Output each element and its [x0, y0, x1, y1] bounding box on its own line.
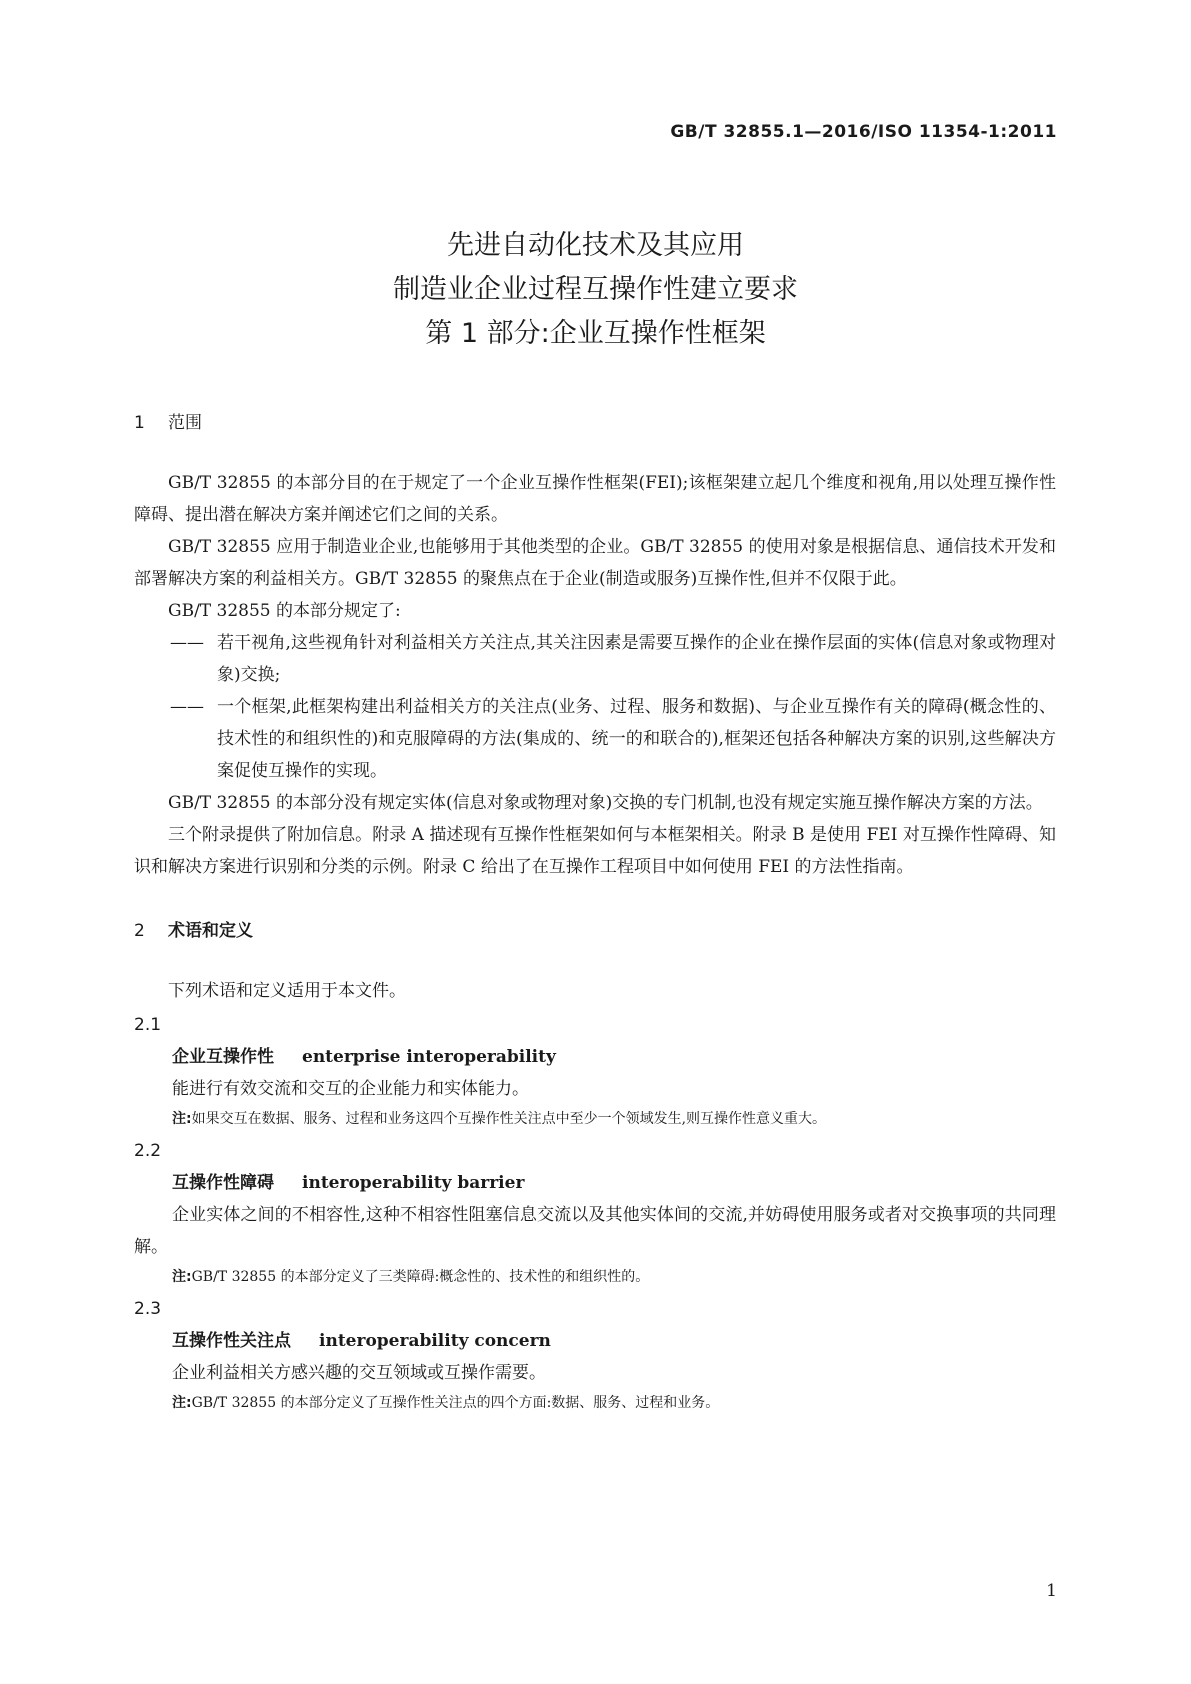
scope-paragraph-4: GB/T 32855 的本部分没有规定实体(信息对象或物理对象)交换的专门机制,也没有规定实施互操作解决方案的方法。: [168, 793, 1043, 813]
scope-paragraph-1: GB/T 32855 的本部分目的在于规定了一个企业互操作性框架(FEI);该框架建立起几个维度和视角,用以处理互操作性障碍、提出潜在解决方案并阐述它们之间的关系。: [134, 473, 1056, 525]
term-entry: [134, 1293, 1056, 1417]
note-text: GB/T 32855 的本部分定义了三类障碍:概念性的、技术性的和组织性的。: [191, 1269, 650, 1285]
term-definition: 能进行有效交流和交互的企业能力和实体能力。: [172, 1079, 529, 1099]
document-body: [134, 408, 1056, 1417]
term-english: interoperability barrier: [302, 1173, 525, 1193]
note-label: 注:: [172, 1269, 192, 1285]
section-1-heading: [134, 408, 1056, 433]
term-chinese: 互操作性障碍: [172, 1173, 274, 1193]
term-heading: [134, 1041, 1056, 1073]
list-item: [134, 691, 1056, 787]
term-note: [134, 1263, 1056, 1291]
note-label: 注:: [172, 1111, 192, 1127]
page-number: 1: [1046, 1581, 1057, 1601]
term-number: 2.2: [134, 1141, 162, 1161]
list-dash: ——: [170, 697, 204, 717]
term-number: 2.1: [134, 1015, 162, 1035]
list-item-text: 一个框架,此框架构建出利益相关方的关注点(业务、过程、服务和数据)、与企业互操作有关的障碍(概念性的、技术性的和组织性的)和克服障碍的方法(集成的、统一的和联合的),框架还包括各种解决方案的识别,这些解决方案促使互操作的实现。: [217, 697, 1056, 781]
scope-paragraph-3: GB/T 32855 的本部分规定了:: [168, 601, 401, 621]
term-heading: [134, 1167, 1056, 1199]
section-number: 2: [134, 921, 145, 941]
term-definition: 企业实体之间的不相容性,这种不相容性阻塞信息交流以及其他实体间的交流,并妨碍使用服务或者对交换事项的共同理解。: [134, 1205, 1056, 1257]
list-item-text: 若干视角,这些视角针对利益相关方关注点,其关注因素是需要互操作的企业在操作层面的实体(信息对象或物理对象)交换;: [217, 633, 1056, 685]
term-heading: [134, 1325, 1056, 1357]
note-text: 如果交互在数据、服务、过程和业务这四个互操作性关注点中至少一个领域发生,则互操作性意义重大。: [191, 1111, 827, 1127]
term-chinese: 企业互操作性: [172, 1047, 274, 1067]
note-label: 注:: [172, 1395, 192, 1411]
section-label: 范围: [168, 413, 202, 433]
note-text: GB/T 32855 的本部分定义了互操作性关注点的四个方面:数据、服务、过程和业务。: [191, 1395, 720, 1411]
scope-paragraph-5: 三个附录提供了附加信息。附录 A 描述现有互操作性框架如何与本框架相关。附录 B 是使用 FEI 对互操作性障碍、知识和解决方案进行识别和分类的示例。附录 C 给出了在互操作工程项目中如何使用 FEI 的方法性指南。: [134, 825, 1056, 877]
scope-paragraph-2: GB/T 32855 应用于制造业企业,也能够用于其他类型的企业。GB/T 32855 的使用对象是根据信息、通信技术开发和部署解决方案的利益相关方。GB/T 32855 的聚焦点在于企业(制造或服务)互操作性,但并不仅限于此。: [134, 537, 1056, 589]
list-dash: ——: [170, 633, 204, 653]
term-entry: [134, 1009, 1056, 1133]
term-note: [134, 1389, 1056, 1417]
section-2-heading: [134, 916, 1056, 941]
list-item: [134, 627, 1056, 691]
term-entry: [134, 1135, 1056, 1291]
document-title: [0, 224, 1191, 356]
term-note: [134, 1105, 1056, 1133]
terms-intro: 下列术语和定义适用于本文件。: [168, 981, 406, 1001]
section-label: 术语和定义: [168, 921, 253, 941]
section-number: 1: [134, 413, 145, 433]
title-line-3: 第 1 部分:企业互操作性框架: [425, 318, 766, 349]
title-line-2: 制造业企业过程互操作性建立要求: [393, 274, 798, 305]
term-english: enterprise interoperability: [302, 1047, 556, 1067]
term-chinese: 互操作性关注点: [172, 1331, 291, 1351]
term-definition: 企业利益相关方感兴趣的交互领域或互操作需要。: [172, 1363, 546, 1383]
term-english: interoperability concern: [319, 1331, 551, 1351]
term-number: 2.3: [134, 1299, 162, 1319]
title-line-1: 先进自动化技术及其应用: [447, 230, 744, 261]
standard-code: GB/T 32855.1—2016/ISO 11354-1:2011: [670, 122, 1057, 142]
